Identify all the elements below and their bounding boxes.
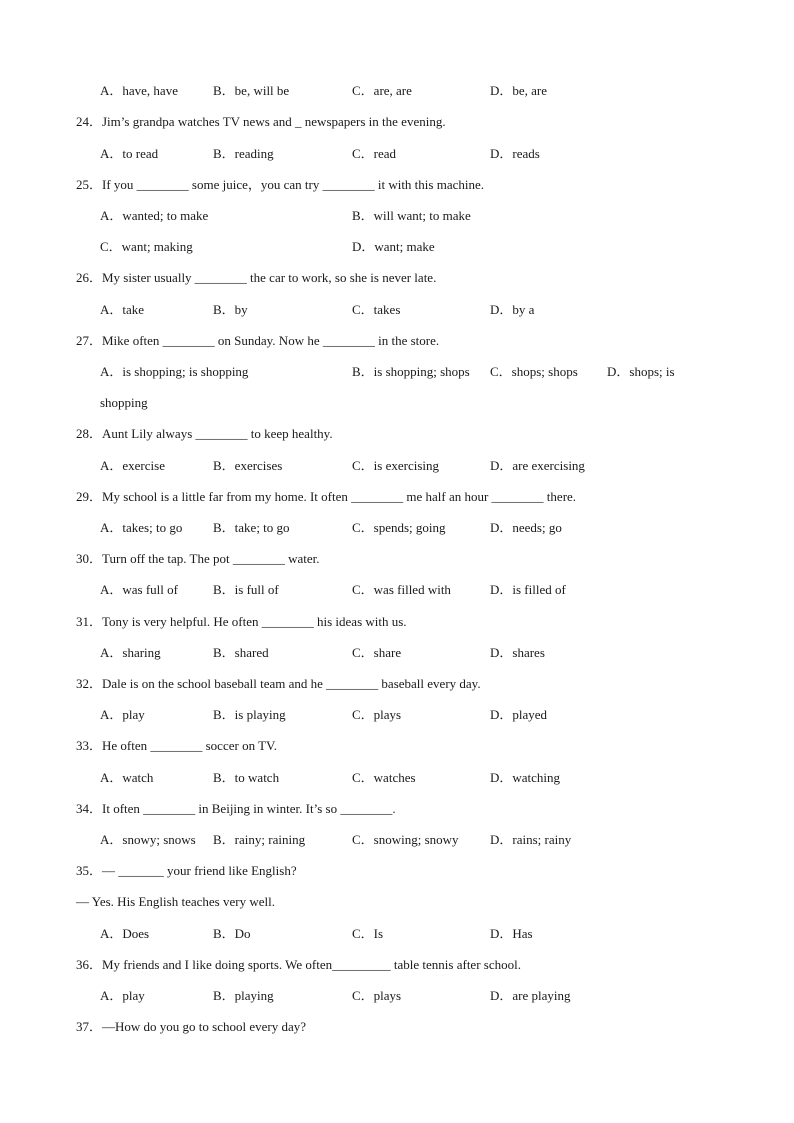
question-33-stem: 33．He often ________ soccer on TV. [76,738,277,753]
option-b: B．is playing [213,707,286,722]
question-32-options [0,705,794,725]
option-d: D．played [490,707,548,722]
option-d: D．rains; rainy [490,832,572,847]
option-c: C．share [352,645,402,660]
option-a: A．play [100,988,145,1003]
option-a: A．play [100,707,145,722]
question-28-stem: 28．Aunt Lily always ________ to keep healthy. [76,426,333,441]
question-28-options [0,456,794,476]
option-c: C．Is [352,926,384,941]
question-25-stem: 25．If you ________ some juice，you can try ________ it with this machine. [76,177,484,192]
question-29-stem: 29．My school is a little far from my home. It often ________ me half an hour ________ there. [76,489,577,504]
question-36-options [0,986,794,1006]
option-b: B．is shopping; shops [352,364,470,379]
option-a: A．takes; to go [100,520,183,535]
option-c: C．watches [352,770,416,785]
question-26-stem: 26．My sister usually ________ the car to work, so she is never late. [76,270,437,285]
option-a: A．wanted; to make [100,208,209,223]
option-c: C．takes [352,302,401,317]
option-b: B．shared [213,645,269,660]
question-29-options [0,518,794,538]
option-a: A．sharing [100,645,161,660]
option-b: B．Do [213,926,251,941]
option-d: D．want; make [352,239,435,254]
option-d: D．reads [490,146,540,161]
option-d: D．shops; is [607,364,675,379]
option-a: A．was full of [100,582,178,597]
option-b: B．take; to go [213,520,290,535]
question-33-options [0,768,794,788]
question-25-options-row2 [0,237,794,257]
option-a: A．watch [100,770,154,785]
option-d: D．be, are [490,83,548,98]
option-c: C．plays [352,988,402,1003]
question-30-options [0,580,794,600]
option-d: D．are playing [490,988,571,1003]
question-35-reply: — Yes. His English teaches very well. [76,894,275,909]
option-c: C．read [352,146,397,161]
option-c: C．snowing; snowy [352,832,459,847]
option-a: A．Does [100,926,150,941]
option-c: C．plays [352,707,402,722]
question-35-options [0,924,794,944]
question-34-options [0,830,794,850]
option-d: D．are exercising [490,458,585,473]
option-b: B．will want; to make [352,208,471,223]
option-b: B．exercises [213,458,283,473]
question-24-options [0,144,794,164]
option-d: D．by a [490,302,535,317]
option-d: D．watching [490,770,561,785]
option-d: D．is filled of [490,582,566,597]
question-26-options [0,300,794,320]
option-b: B．playing [213,988,274,1003]
question-24-stem: 24．Jim’s grandpa watches TV news and _ newspapers in the evening. [76,114,446,129]
option-d: D．needs; go [490,520,562,535]
question-27-options [0,362,794,382]
option-b: B．is full of [213,582,279,597]
question-34-stem: 34．It often ________ in Beijing in winter. It’s so ________. [76,801,396,816]
question-27-stem: 27．Mike often ________ on Sunday. Now he ________ in the store. [76,333,440,348]
option-a: A．to read [100,146,159,161]
option-c: C．are, are [352,83,412,98]
option-a: A．is shopping; is shopping [100,364,249,379]
question-36-stem: 36．My friends and I like doing sports. We often_________ table tennis after school. [76,957,521,972]
option-c: C．want; making [100,239,193,254]
option-d: D．Has [490,926,533,941]
option-b: B．to watch [213,770,280,785]
question-25-options-row1 [0,206,794,226]
option-a: A．exercise [100,458,165,473]
question-35-stem: 35．— _______ your friend like English? [76,863,297,878]
option-a: A．have, have [100,83,178,98]
question-23-options [0,81,794,101]
question-37-stem: 37．—How do you go to school every day? [76,1019,306,1034]
option-b: B．be, will be [213,83,290,98]
question-31-stem: 31．Tony is very helpful. He often ________ his ideas with us. [76,614,407,629]
option-a: A．take [100,302,145,317]
question-31-options [0,643,794,663]
option-c: C．is exercising [352,458,440,473]
option-c: C．was filled with [352,582,451,597]
option-b: B．by [213,302,248,317]
option-d-continuation: shopping [100,395,148,410]
option-c: C．shops; shops [490,364,578,379]
option-c: C．spends; going [352,520,446,535]
question-32-stem: 32．Dale is on the school baseball team and he ________ baseball every day. [76,676,481,691]
option-b: B．rainy; raining [213,832,306,847]
option-b: B．reading [213,146,274,161]
option-a: A．snowy; snows [100,832,196,847]
question-30-stem: 30．Turn off the tap. The pot ________ water. [76,551,320,566]
option-d: D．shares [490,645,545,660]
